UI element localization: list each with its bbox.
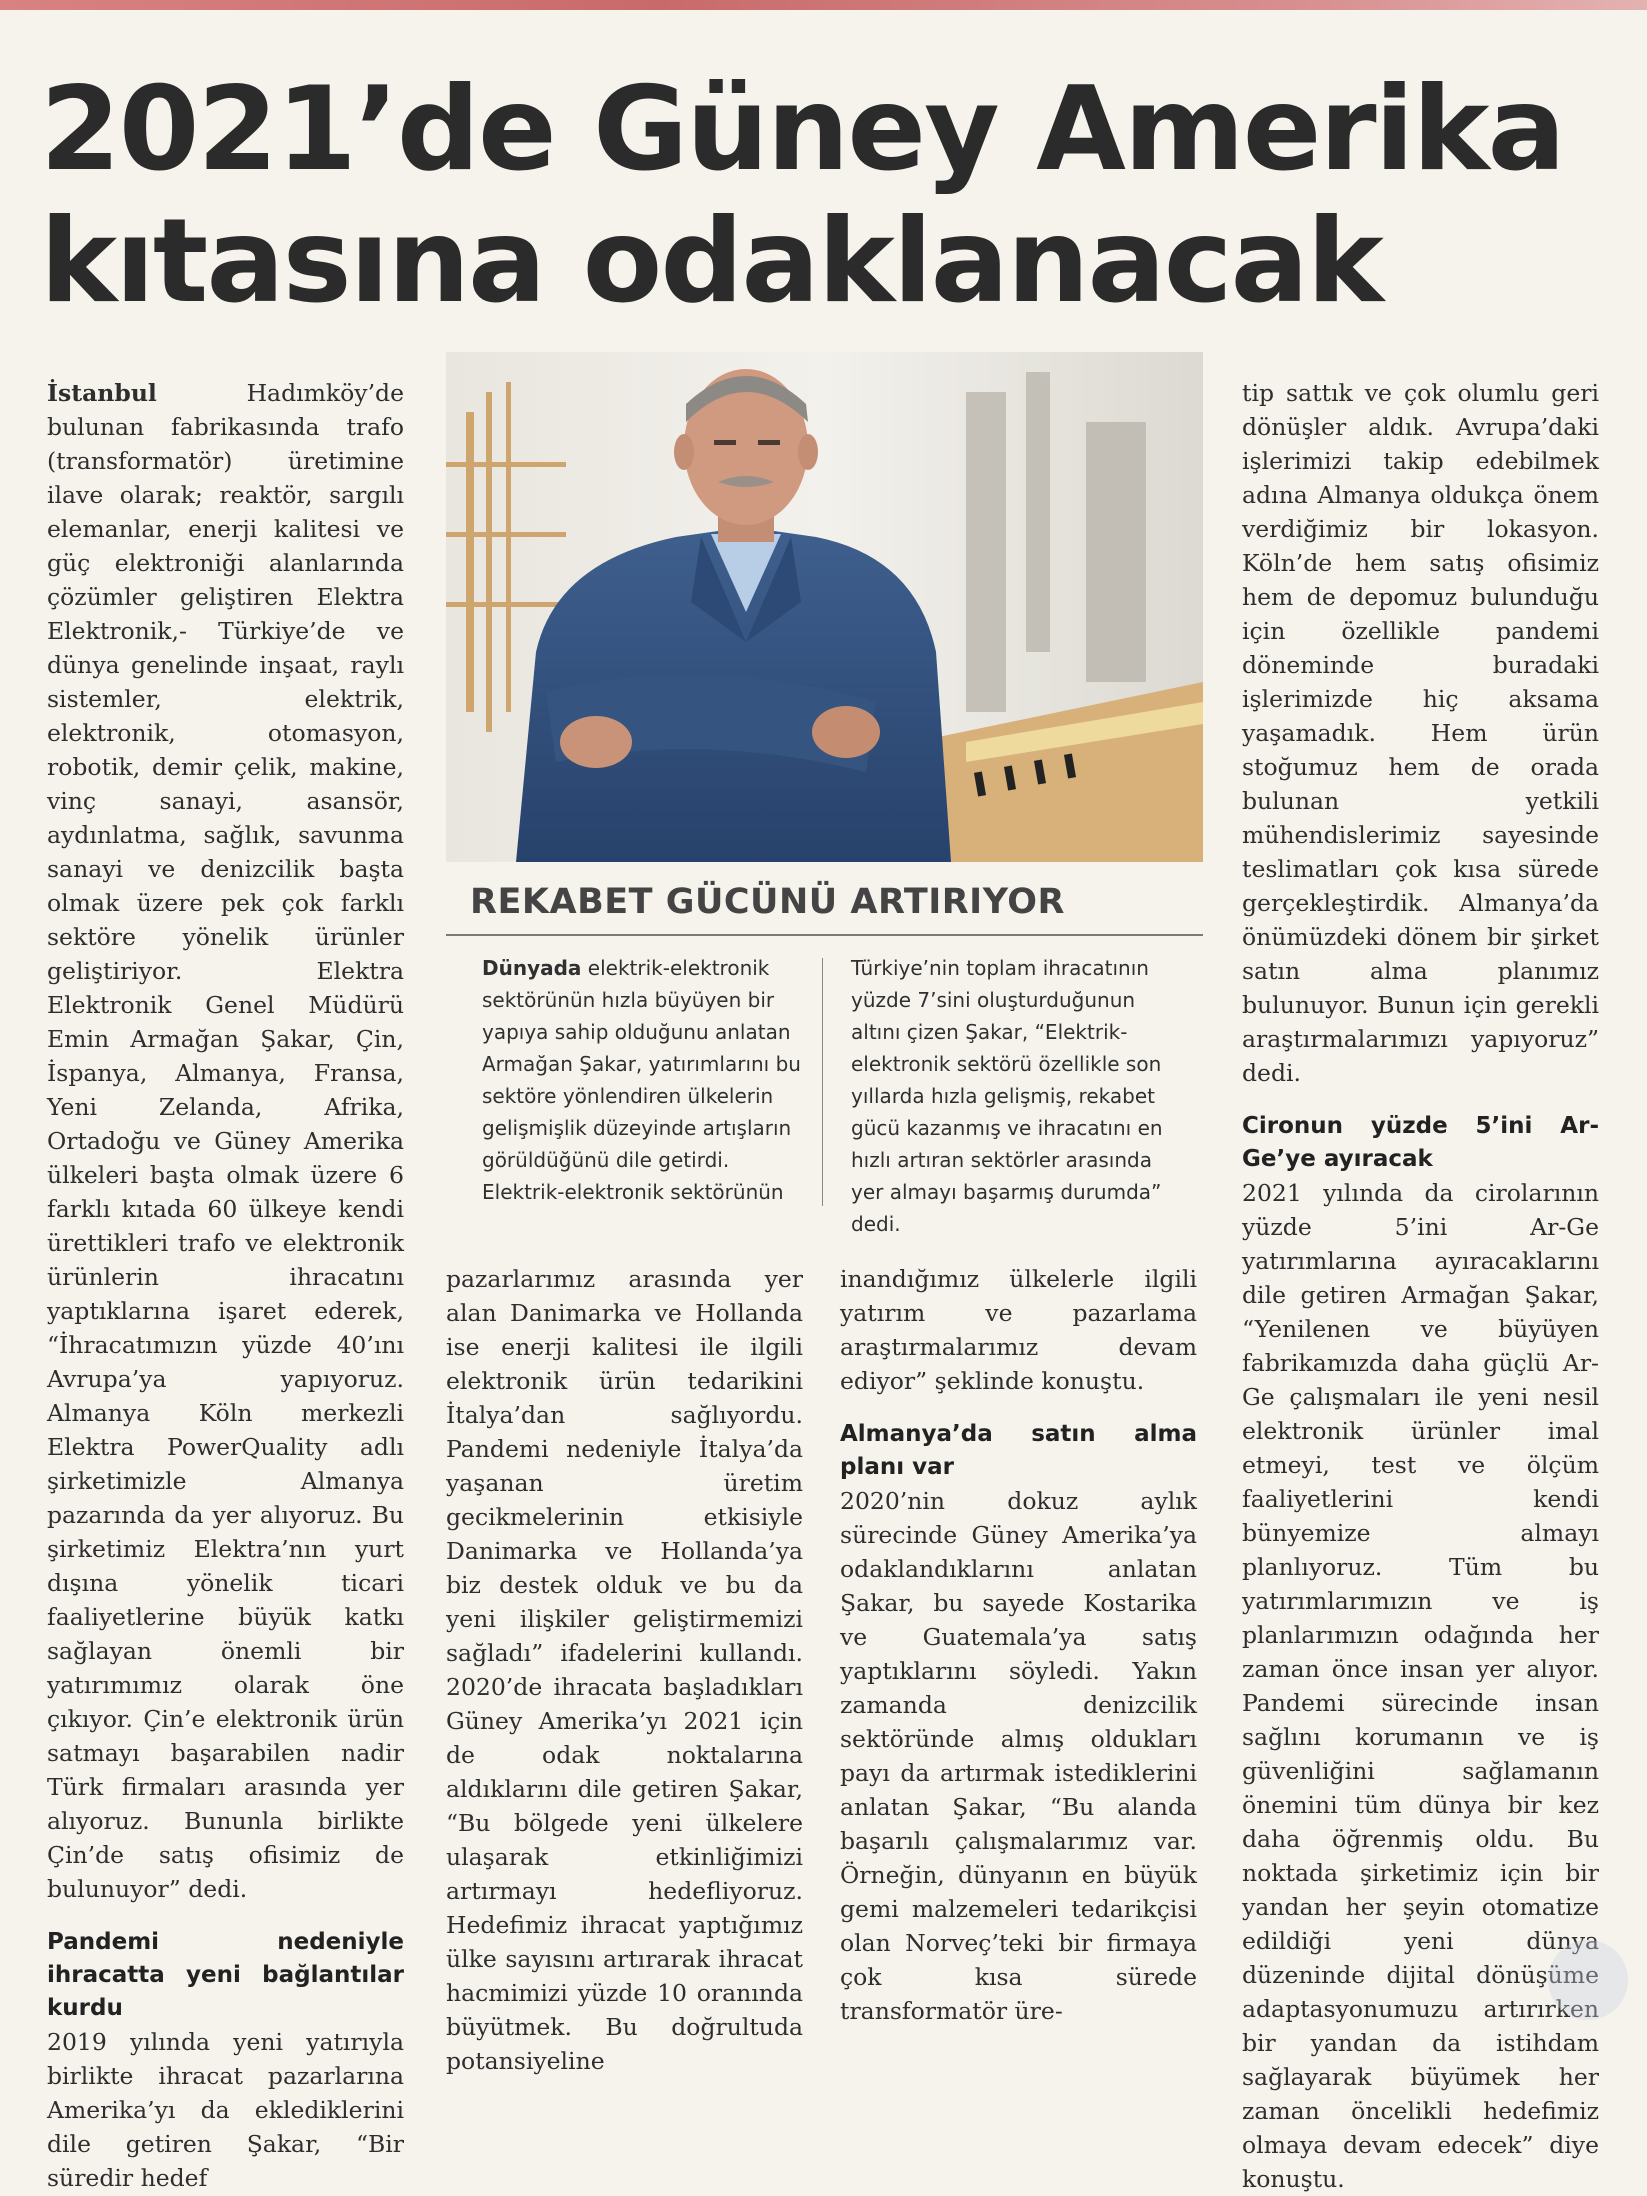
paragraph: tip sattık ve çok olumlu geri dönüşler aldık. Avrupa’daki işlerimizi takip edebilmek adına Almanya oldukça önem verdiğimiz bir lokasyon. Köln’de hem satış ofisimiz hem de depomuz bulunduğu için özellikle pandemi döneminde buradaki işlerimizde hiç aksama yaşamadık. Hem ürün stoğumuz hem de orada bulunan yetkili mühendislerimiz sayesinde teslimatları çok kısa sürede gerçekleştirdik. Almanya’da önümüzdeki dönem bir şirket satın alma planımız bulunuyor. Bunun için gerekli araştırmalarımızı yapıyoruz” dedi. <box>1242 379 1599 1087</box>
paragraph: 2021 yılında da cirolarının yüzde 5’ini Ar-Ge yatırımlarına ayıracaklarını dile getiren Armağan Şakar, “Yenilenen ve büyüyen fabrikamızda daha güçlü Ar-Ge çalışmaları ile yeni nesil elektronik ürünler imal etmeyi, test ve ölçüm faaliyetlerini kendi bünyemize almayı planlıyoruz. Tüm bu yatırımlarımızın ve iş planlarımızın odağında her zaman önce insan yer alıyor. Pandemi sürecinde insan sağlını korumanın ve iş güvenliğini sağlamanın önemini tüm dünya bir kez daha öğrenmiş oldu. Bu noktada şirketimiz için bir yandan her şeyin otomatize edildiği yeni dünya düzeninde dijital dönüşüme adaptasyonumuzu artırırken bir yandan da istihdam sağlayarak büyümek her zaman öncelikli hedefimiz olmaya devam edecek” diye konuştu. <box>1242 1179 1599 2193</box>
intro-text: Hadımköy’de bulunan fabrikasında trafo (transformatör) üretimine ilave olarak; reaktör, sargılı elemanlar, enerji kalitesi ve güç elektroniği alanlarında çözümler geliştiren Elektra Elektronik,- Türkiye’de ve dünya genelinde inşaat, raylı sistemler, elektrik, elektronik, otomasyon, robotik, demir çelik, makine, vinç sanayi, asansör, aydınlatma, sağlık, savunma sanayi ve denizcilik başta olmak üzere pek çok farklı sektöre yönelik ürünler geliştiriyor. Elektra Elektronik Genel Müdürü Emin Armağan Şakar, Çin, İspanya, Almanya, Fransa, Yeni Zelanda, Afrika, Ortadoğu ve Güney Amerika ülkeleri başta olmak üzere 6 farklı kıtada 60 ülkeye kendi ürettikleri trafo ve elektronik ürünlerin ihracatını yaptıklarına işaret ederek, “İhracatımızın yüzde 40’ını Avrupa’ya yapıyoruz. Almanya Köln merkezli Elektra PowerQuality adlı şirketimizle Almanya pazarında da yer alıyoruz. Bu şirketimiz Elektra’nın yurt dışına yönelik ticari faaliyetlerine büyük katkı sağlayan önemli bir yatırımımız olarak öne çıkıyor. Çin’e elektronik ürün satmayı başarabilen nadir Türk firmaları arasında yer alıyoruz. Bununla birlikte Çin’de satış ofisimiz de bulunuyor” dedi. <box>47 379 404 1903</box>
intro-paragraph <box>47 376 404 1906</box>
scanner-stamp <box>1548 1940 1628 2020</box>
box-column-right: Türkiye’nin toplam ihracatının yüzde 7’sini oluşturduğunun altını çizen Şakar, “Elektrik-elektronik sektörü özellikle son yıllarda hızla gelişmiş, rekabet gücü kazanmış ve ihracatını en hızlı artıran sektörler arasında yer almayı başarmış durumda” dedi. <box>851 956 1163 1236</box>
box-title: REKABET GÜCÜNÜ ARTIRIYOR <box>470 882 1066 922</box>
article-column-1 <box>47 376 404 2192</box>
box-divider <box>446 934 1203 936</box>
box-lead-word: Dünyada <box>482 956 582 980</box>
subheading-germany: Almanya’da satın alma planı var <box>840 1421 1197 1480</box>
portrait-photo <box>446 352 1203 862</box>
box-column-divider <box>822 958 823 1206</box>
subheading-pandemic: Pandemi nedeniyle ihracatta yeni bağlantılar kurdu <box>47 1929 404 2021</box>
subheading-rnd: Cironun yüzde 5’ini Ar-Ge’ye ayıracak <box>1242 1113 1599 1172</box>
article-column-2 <box>446 1262 803 2075</box>
top-color-strip <box>0 0 1647 10</box>
box-column-left <box>482 952 812 1208</box>
box-left-text: elektrik-elektronik sektörünün hızla büyüyen bir yapıya sahip olduğunu anlatan Armağan Şakar, yatırımlarını bu sektöre yönlendiren ülkelerin gelişmişlik düzeyinde artışların görüldüğünü dile getirdi. Elektrik-elektronik sektörünün <box>482 956 801 1204</box>
article-column-3 <box>840 1262 1197 2025</box>
article-column-4 <box>1242 376 1599 2193</box>
paragraph: 2019 yılında yeni yatırıyla birlikte ihracat pazarlarına Amerika’yı da eklediklerini dile getiren Şakar, “Bir süredir hedef <box>47 2028 404 2192</box>
paragraph: 2020’nin dokuz aylık sürecinde Güney Amerika’ya odaklandıklarını anlatan Şakar, bu sayede Kostarika ve Guatemala’ya satış yaptıklarını söyledi. Yakın zamanda denizcilik sektöründe almış oldukları payı da artırmak istediklerini anlatan Şakar, “Bu alanda başarılı çalışmalarımız var. Örneğin, dünyanın en büyük gemi malzemeleri tedarikçisi olan Norveç’teki bir firmaya çok kısa sürede transformatör üre- <box>840 1487 1197 2025</box>
dateline: İstanbul <box>47 379 157 407</box>
headline: 2021’de Güney Amerika kıtasına odaklanacak <box>40 62 1564 329</box>
paragraph: inandığımız ülkelerle ilgili yatırım ve pazarlama araştırmalarımız devam ediyor” şeklinde konuştu. <box>840 1265 1197 1395</box>
paragraph: pazarlarımız arasında yer alan Danimarka ve Hollanda ise enerji kalitesi ile ilgili elektronik ürün tedarikini İtalya’dan sağlıyordu. Pandemi nedeniyle İtalya’da yaşanan üretim gecikmelerinin etkisiyle Danimarka ve Hollanda’ya biz destek olduk ve bu da yeni ilişkiler geliştirmemizi sağladı” ifadelerini kullandı. 2020’de ihracata başladıkları Güney Amerika’yı 2021 için de odak noktalarına aldıklarını dile getiren Şakar, “Bu bölgede yeni ülkelere ulaşarak etkinliğimizi artırmayı hedefliyoruz. Hedefimiz ihracat yaptığımız ülke sayısını artırarak ihracat hacmimizi yüzde 10 oranında büyütmek. Bu doğrultuda potansiyeline <box>446 1265 803 2075</box>
